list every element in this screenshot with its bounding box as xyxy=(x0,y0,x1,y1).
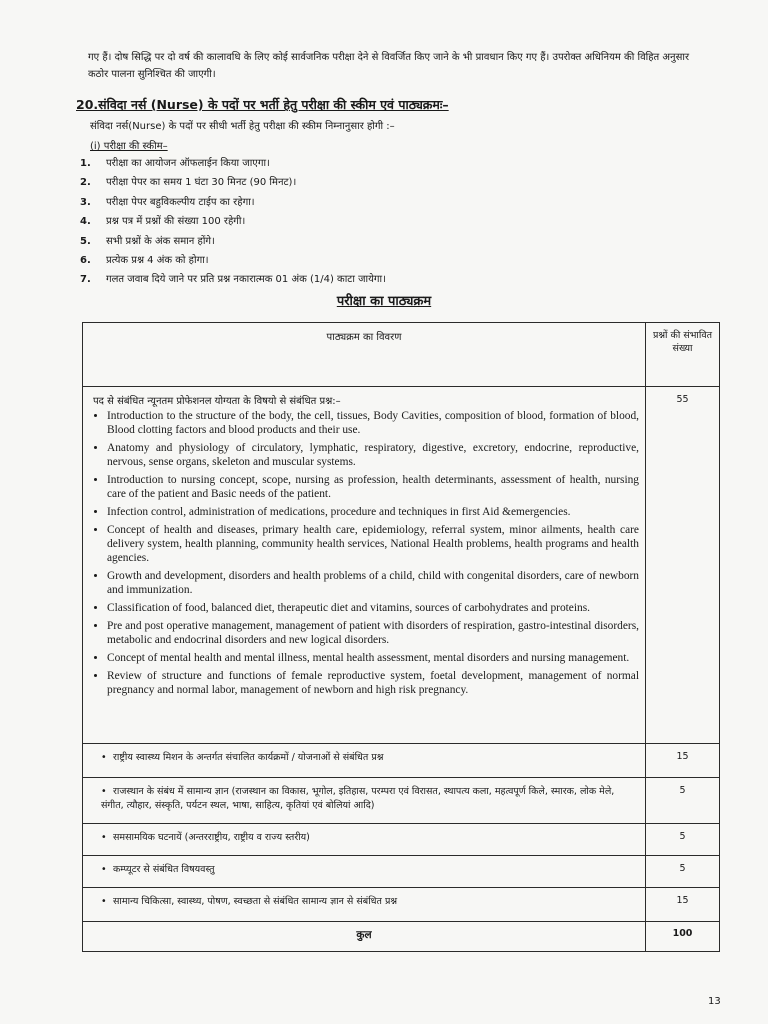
topic-text: राजस्थान के संबंध में सामान्य ज्ञान (राजस्थान का विकास, भूगोल, इतिहास, परम्परा एवं विरासत, स्थापत्य कला, महत्वपूर्ण किले, स्मारक, लोक मेले, संगीत, त्यौहार, संस्कृति, पर्यटन स्थल, भाषा, साहित्य, कृतियां एवं बोलियां आदि) xyxy=(101,785,615,811)
topic-cell xyxy=(83,823,646,855)
syllabus-title: परीक्षा का पाठ्यक्रम xyxy=(336,294,432,309)
topic-text: कम्प्यूटर से संबंधित विषयवस्तु xyxy=(113,863,215,875)
scheme-item-number: 5. xyxy=(80,235,91,247)
list-item: • Concept of mental health and mental illness, mental health assessment, mental disorders and nursing management. xyxy=(107,651,639,665)
professional-topics-lead: पद से संबंधित न्यूनतम प्रोफेशनल योग्यता के विषयो से संबंधित प्रश्न:– xyxy=(93,396,341,408)
scheme-item-text: परीक्षा का आयोजन ऑफलाईन किया जाएगा। xyxy=(106,158,270,169)
scheme-item-text: परीक्षा पेपर बहुविकल्पीय टाईप का रहेगा। xyxy=(106,196,255,208)
scheme-item xyxy=(80,154,386,173)
scheme-item-number: 6. xyxy=(80,254,91,266)
list-item: • Concept of health and diseases, primary health care, epidemiology, referral system, minor ailments, health care delivery system, health planning, community health services, National Health problems, health programs and health agencies. xyxy=(107,523,639,565)
table-total-row xyxy=(83,921,720,951)
table-row xyxy=(83,823,720,855)
scheme-item-text: सभी प्रश्नों के अंक समान होंगे। xyxy=(106,235,215,247)
bullet: • xyxy=(101,751,107,763)
table-row xyxy=(83,855,720,887)
bullet: • xyxy=(101,863,107,875)
scheme-item xyxy=(80,232,386,251)
table-header-row xyxy=(83,323,720,387)
header-count: प्रश्नों की संभावित संख्या xyxy=(646,323,720,387)
list-item: • Anatomy and physiology of circulatory, lymphatic, respiratory, digestive, excretory, endocrine, reproductive, nervous, sense organs, skeleton and muscular systems. xyxy=(107,441,639,469)
table-row xyxy=(83,387,720,744)
list-item: • Infection control, administration of medications, procedure and techniques in first Aid &emergencies. xyxy=(107,505,639,519)
professional-topics-cell xyxy=(83,387,646,744)
bullet: • xyxy=(101,831,107,843)
total-label: कुल xyxy=(83,921,646,951)
syllabus-title-wrap xyxy=(0,291,768,309)
scheme-list xyxy=(80,154,386,290)
question-count: 5 xyxy=(646,823,720,855)
intro-paragraph: गए हैं। दोष सिद्धि पर दो वर्ष की कालावधि के लिए कोई सार्वजनिक परीक्षा देने से विवर्जित किए जाने के भी प्रावधान किए गए हैं। उपरोक्त अधिनियम की विहित अनुसार कठोर पालना सुनिश्चित की जाएगी। xyxy=(88,52,690,80)
scheme-item-text: प्रत्येक प्रश्न 4 अंक को होगा। xyxy=(106,254,209,266)
header-description: पाठ्यक्रम का विवरण xyxy=(83,323,646,387)
scheme-item xyxy=(80,251,386,270)
scheme-item-number: 1. xyxy=(80,158,91,169)
question-count: 55 xyxy=(646,387,720,744)
scheme-item-text: गलत जवाब दिये जाने पर प्रति प्रश्न नकारात्मक 01 अंक (1/4) काटा जायेगा। xyxy=(106,274,386,286)
bullet: • xyxy=(101,895,107,907)
question-count: 5 xyxy=(646,855,720,887)
scheme-item xyxy=(80,173,386,192)
table-row xyxy=(83,743,720,777)
syllabus-table xyxy=(82,322,720,952)
list-item: • Pre and post operative management, management of patient with disorders of respiration, gastro-intestinal disorders, metabolic and endocrinal disorders and new logical disorders. xyxy=(107,619,639,647)
scheme-item xyxy=(80,212,386,231)
table-row xyxy=(83,777,720,823)
scheme-item-number: 7. xyxy=(80,274,91,286)
scheme-item-number: 4. xyxy=(80,216,91,228)
section-title: 20.संविदा नर्स (Nurse) के पदों पर भर्ती हेतु परीक्षा की स्कीम एवं पाठ्यक्रमः– xyxy=(76,97,449,112)
question-count: 15 xyxy=(646,743,720,777)
scheme-item-number: 3. xyxy=(80,196,91,208)
list-item: • Growth and development, disorders and health problems of a child, child with congenital disorders, care of newborn and immunization. xyxy=(107,569,639,597)
question-count: 5 xyxy=(646,777,720,823)
list-item: • Introduction to nursing concept, scope, nursing as profession, health determinants, assessment of health, nursing care of the patient and Basic needs of the patient. xyxy=(107,473,639,501)
topic-text: समसामयिक घटनायें (अन्तरराष्ट्रीय, राष्ट्रीय व राज्य स्तरीय) xyxy=(113,831,310,843)
section-intro: संविदा नर्स(Nurse) के पदों पर सीधी भर्ती हेतु परीक्षा की स्कीम निम्नानुसार होगी :– xyxy=(90,121,395,132)
topic-text: सामान्य चिकित्सा, स्वास्थ्य, पोषण, स्वच्छता से संबंधित सामान्य ज्ञान से संबंधित प्रश्न xyxy=(113,895,398,907)
scheme-item-number: 2. xyxy=(80,177,91,189)
list-item: • Review of structure and functions of female reproductive system, foetal development, management of normal pregnancy and normal labor, management of newborn and high risk pregnancy. xyxy=(107,669,639,697)
table-row xyxy=(83,887,720,921)
scheme-item-text: प्रश्न पत्र में प्रश्नों की संख्या 100 रहेगी। xyxy=(106,216,246,228)
page-number: 13 xyxy=(708,996,721,1007)
professional-topics-list xyxy=(93,409,639,697)
topic-cell xyxy=(83,855,646,887)
scheme-heading: (i) परीक्षा की स्कीम– xyxy=(90,141,168,152)
topic-text: राष्ट्रीय स्वास्थ्य मिशन के अन्तर्गत संचालित कार्यक्रमों / योजनाओं से संबंधित प्रश्न xyxy=(113,751,384,763)
list-item: • Introduction to the structure of the body, the cell, tissues, Body Cavities, composition of blood, formation of blood, Blood clotting factors and blood products and their use. xyxy=(107,409,639,437)
scheme-item xyxy=(80,193,386,212)
scheme-item-text: परीक्षा पेपर का समय 1 घंटा 30 मिनट (90 मिनट)। xyxy=(106,177,297,189)
list-item: • Classification of food, balanced diet, therapeutic diet and vitamins, sources of carbohydrates and proteins. xyxy=(107,601,639,615)
topic-cell xyxy=(83,777,646,823)
total-count: 100 xyxy=(646,921,720,951)
bullet: • xyxy=(101,785,107,797)
topic-cell xyxy=(83,887,646,921)
scheme-item xyxy=(80,270,386,289)
question-count: 15 xyxy=(646,887,720,921)
topic-cell xyxy=(83,743,646,777)
